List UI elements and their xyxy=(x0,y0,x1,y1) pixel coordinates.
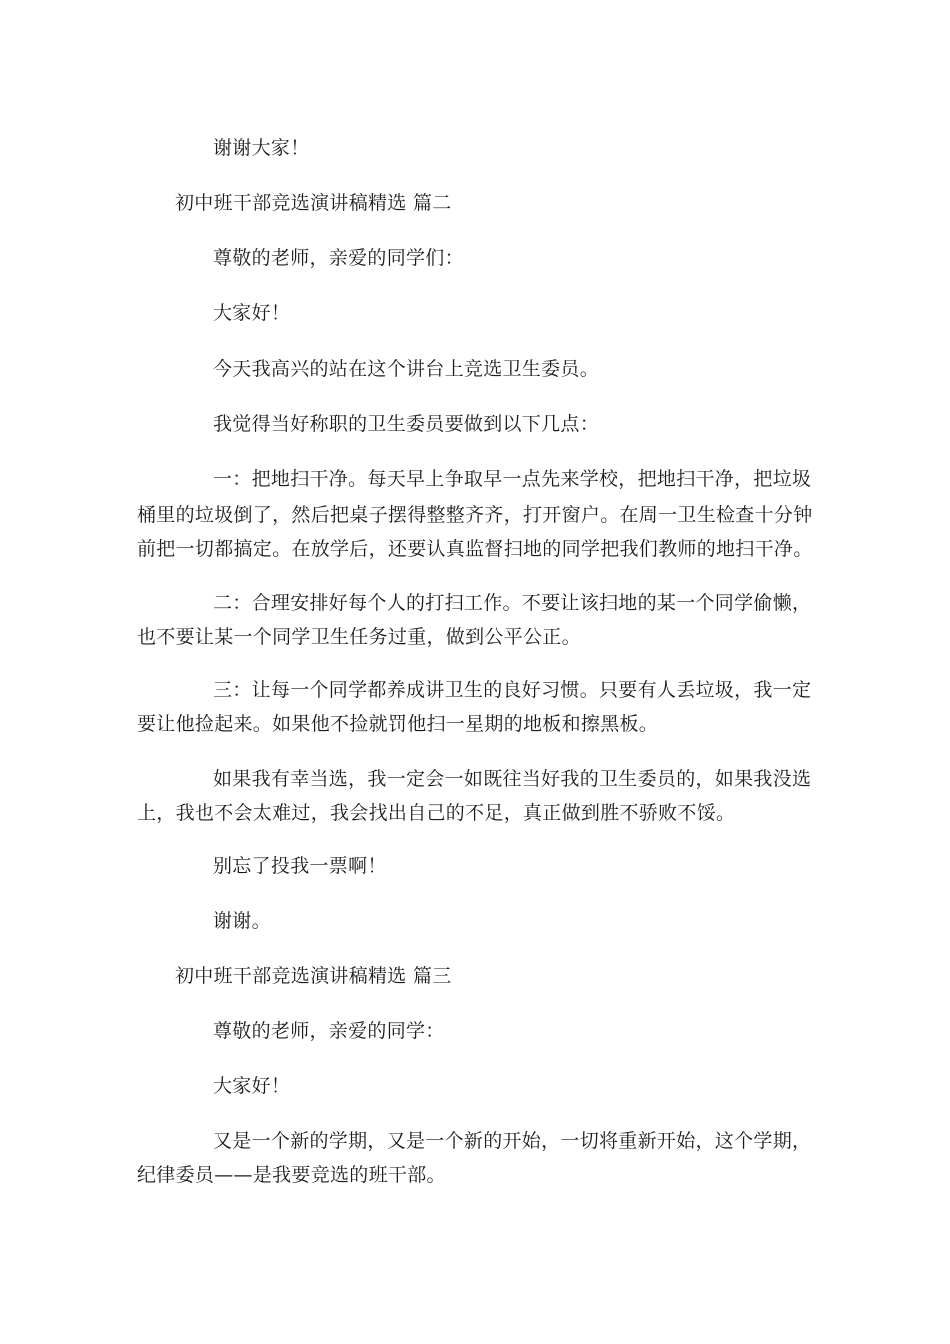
paragraph-line: 上，我也不会太难过，我会找出自己的不足，真正做到胜不骄败不馁。 xyxy=(137,802,736,824)
paragraph-line: 前把一切都搞定。在放学后，还要认真监督扫地的同学把我们教师的地扫干净。 xyxy=(137,538,813,560)
closing-thanks: 谢谢大家！ xyxy=(213,137,310,159)
paragraph-line: 三：让每一个同学都养成讲卫生的良好习惯。只要有人丢垃圾，我一定 xyxy=(213,679,812,701)
paragraph: 今天我高兴的站在这个讲台上竞选卫生委员。 xyxy=(213,358,600,380)
paragraph-line: 如果我有幸当选，我一定会一如既往当好我的卫生委员的，如果我没选 xyxy=(213,768,812,790)
section-heading-3: 初中班干部竞选演讲稿精选 篇三 xyxy=(175,965,452,987)
paragraph: 谢谢。 xyxy=(213,910,271,932)
section-heading-2: 初中班干部竞选演讲稿精选 篇二 xyxy=(175,192,452,214)
paragraph-line: 二：合理安排好每个人的打扫工作。不要让该扫地的某一个同学偷懒， xyxy=(213,592,812,614)
salutation: 尊敬的老师，亲爱的同学： xyxy=(213,1020,445,1042)
paragraph-line: 要让他捡起来。如果他不捡就罚他扫一星期的地板和擦黑板。 xyxy=(137,713,659,735)
greeting: 大家好！ xyxy=(213,1075,291,1097)
paragraph: 别忘了投我一票啊！ xyxy=(213,855,387,877)
paragraph-line: 桶里的垃圾倒了，然后把桌子摆得整整齐齐，打开窗户。在周一卫生检查十分钟 xyxy=(137,504,813,526)
paragraph-line: 又是一个新的学期，又是一个新的开始，一切将重新开始，这个学期， xyxy=(213,1130,812,1152)
paragraph: 我觉得当好称职的卫生委员要做到以下几点： xyxy=(213,413,600,435)
paragraph-line: 纪律委员——是我要竞选的班干部。 xyxy=(137,1164,446,1186)
paragraph-line: 也不要让某一个同学卫生任务过重，做到公平公正。 xyxy=(137,626,581,648)
salutation: 尊敬的老师，亲爱的同学们： xyxy=(213,247,464,269)
paragraph-line: 一：把地扫干净。每天早上争取早一点先来学校，把地扫干净，把垃圾 xyxy=(213,468,812,490)
greeting: 大家好！ xyxy=(213,302,291,324)
